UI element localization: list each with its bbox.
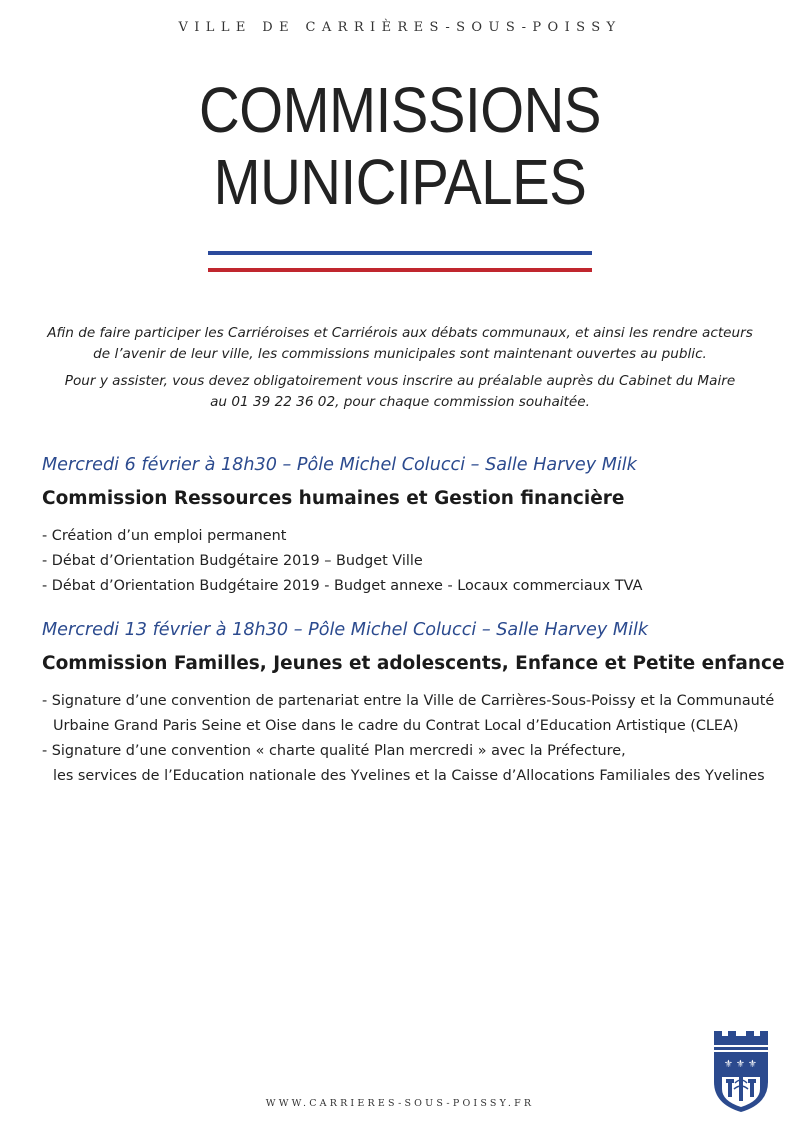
meeting-date: Mercredi 13 février à 18h30 – Pôle Michel Colucci – Salle Harvey Milk [42, 620, 649, 640]
page-title [48, 74, 752, 218]
commission-title: Commission Familles, Jeunes et adolescents, Enfance et Petite enfance [42, 653, 785, 674]
svg-text:⚜: ⚜ [724, 1059, 733, 1070]
agenda-item: - Débat d’Orientation Budgétaire 2019 - Budget annexe - Locaux commerciaux TVA [42, 578, 643, 594]
intro-paragraph-1-line-1: Afin de faire participer les Carriéroises et Carriérois aux débats communaux, et ainsi les rendre acteurs [47, 325, 753, 341]
agenda-item-line-2: les services de l’Education nationale des Yvelines et la Caisse d’Allocations Familiales des Yvelines [53, 768, 765, 784]
agenda-item-line-2: Urbaine Grand Paris Seine et Oise dans le cadre du Contrat Local d’Education Artistique (CLEA) [53, 718, 739, 734]
agenda-item: - Création d’un emploi permanent [42, 528, 287, 544]
agenda-item [42, 739, 772, 789]
intro-paragraph-2-line-2: au 01 39 22 36 02, pour chaque commission souhaitée. [210, 394, 590, 410]
svg-text:⚜: ⚜ [736, 1059, 745, 1070]
page-title-line-1: COMMISSIONS [199, 74, 601, 146]
meeting-section-2 [42, 618, 785, 789]
flag-rule-red [208, 268, 592, 272]
agenda-item [42, 689, 775, 739]
svg-text:⚜: ⚜ [748, 1059, 757, 1070]
agenda-item-line-1: - Signature d’une convention « charte qualité Plan mercredi » avec la Préfecture, [42, 743, 626, 759]
commission-title: Commission Ressources humaines et Gestion financière [42, 488, 625, 509]
intro-paragraph-2 [30, 371, 770, 413]
intro-paragraph-1-line-2: de l’avenir de leur ville, les commissions municipales sont maintenant ouvertes au public. [93, 346, 707, 362]
meeting-section-1 [42, 453, 772, 599]
agenda-list [42, 689, 775, 789]
agenda-item: - Débat d’Orientation Budgétaire 2019 – Budget Ville [42, 553, 423, 569]
agenda-list [42, 524, 772, 599]
intro-paragraph-1 [30, 323, 770, 365]
city-name-header: VILLE DE CARRIÈRES-SOUS-POISSY [178, 20, 622, 35]
agenda-item-line-1: - Signature d’une convention de partenariat entre la Ville de Carrières-Sous-Poissy et la Communauté [42, 693, 775, 709]
page-title-line-2: MUNICIPALES [213, 146, 587, 218]
intro-text [30, 323, 770, 419]
intro-paragraph-2-line-1: Pour y assister, vous devez obligatoirement vous inscrire au préalable auprès du Cabinet du Maire [64, 373, 736, 389]
website-url: WWW.CARRIERES-SOUS-POISSY.FR [265, 1098, 535, 1109]
meeting-date: Mercredi 6 février à 18h30 – Pôle Michel Colucci – Salle Harvey Milk [42, 455, 637, 475]
flag-rule-blue [208, 251, 592, 255]
